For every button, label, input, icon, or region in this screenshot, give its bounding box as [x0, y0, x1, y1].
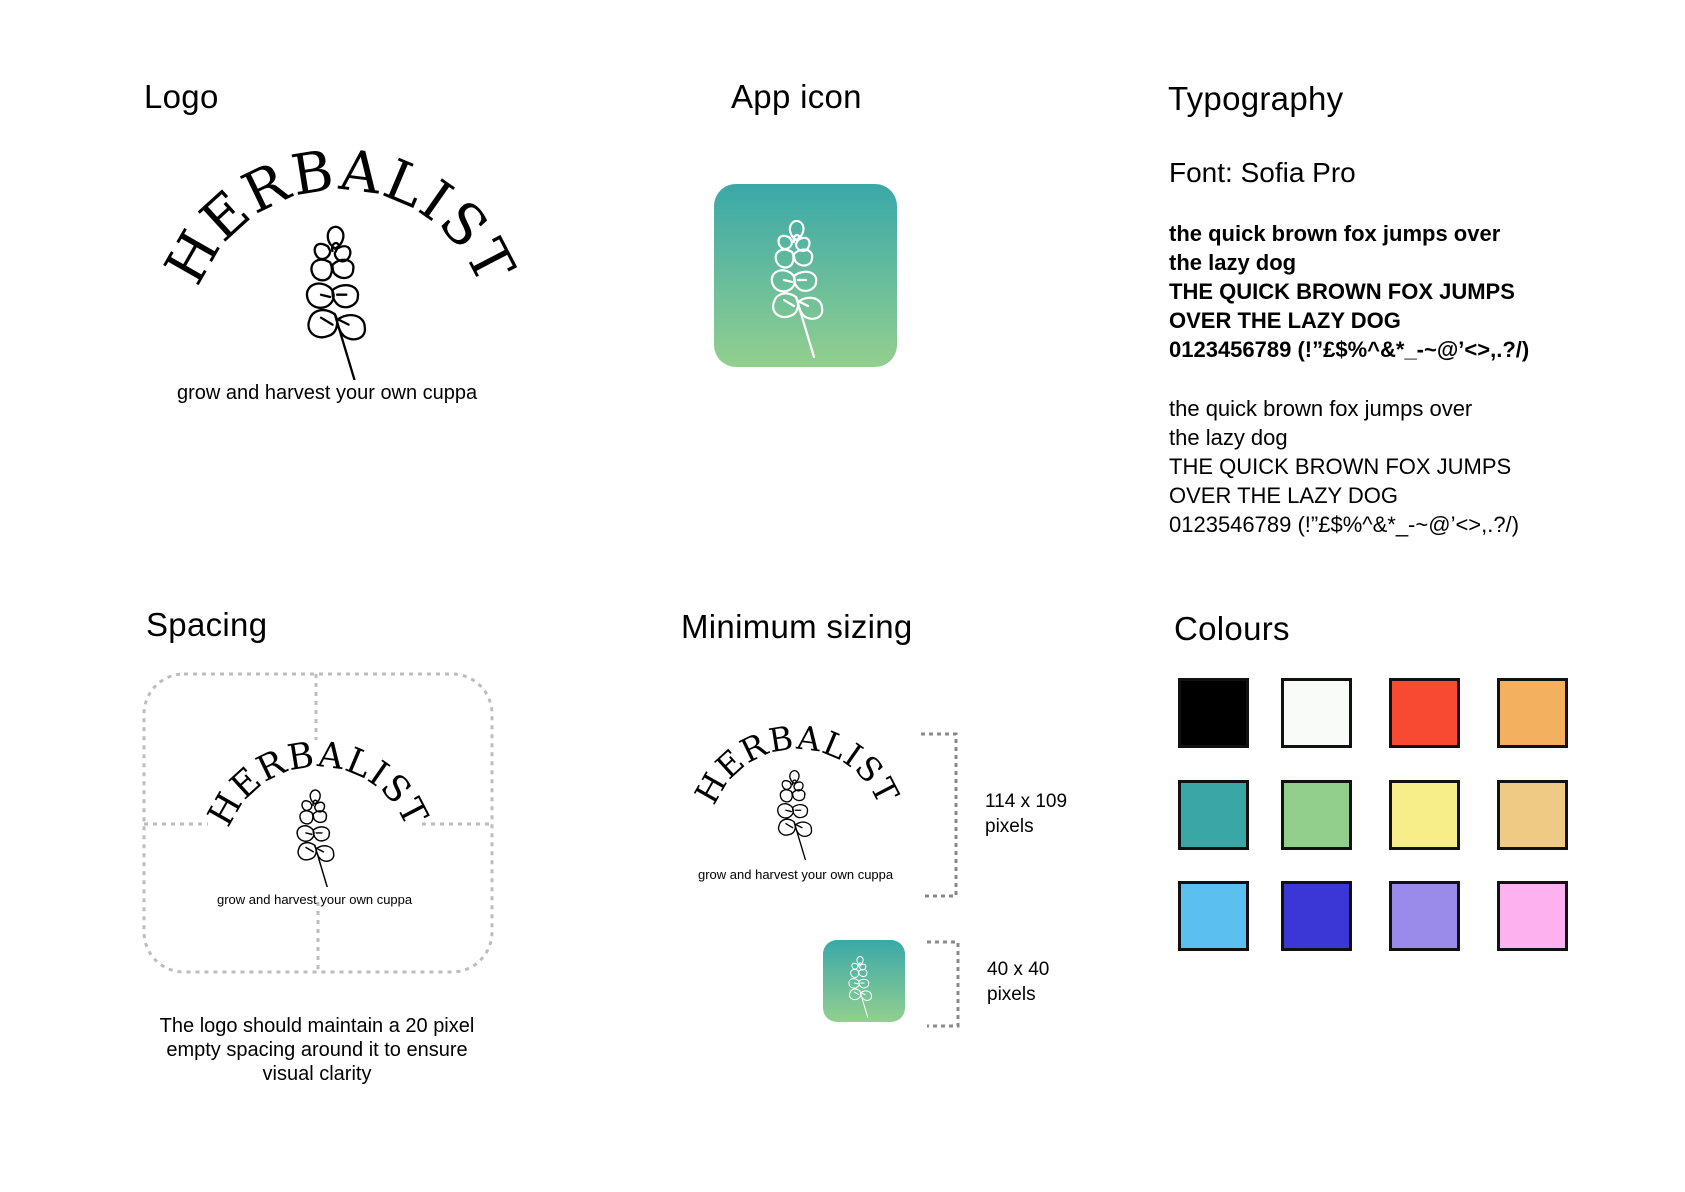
- app-icon-minimum: [823, 940, 905, 1022]
- bold-sample-line: the quick brown fox jumps over: [1169, 221, 1501, 246]
- app-icon: [714, 184, 897, 367]
- bold-sample-line: the lazy dog: [1169, 250, 1297, 275]
- regular-sample-block: [1169, 394, 1519, 539]
- regular-sample-line: the quick brown fox jumps over: [1169, 396, 1473, 421]
- herb-sprig-icon: [823, 940, 905, 1022]
- colour-swatch: [1281, 881, 1352, 951]
- logo-tagline: grow and harvest your own cuppa: [217, 892, 413, 907]
- spacing-note: The logo should maintain a 20 pixel empty spacing around it to ensure visual clarity: [159, 1015, 475, 1085]
- bold-sample-block: [1169, 219, 1529, 364]
- colour-swatch: [1178, 780, 1249, 850]
- logo-dimension-bracket: [918, 730, 962, 900]
- logo-dimension-label: [985, 789, 1067, 839]
- icon-dimension-label: [987, 957, 1049, 1007]
- herb-sprig-icon: [307, 227, 365, 380]
- icon-dimension-value: 40 x 40: [987, 959, 1050, 980]
- regular-sample-line: THE QUICK BROWN FOX JUMPS: [1169, 454, 1512, 479]
- icon-dimension-bracket: [924, 938, 964, 1030]
- colour-swatch: [1178, 678, 1249, 748]
- bold-sample-line: THE QUICK BROWN FOX JUMPS: [1169, 279, 1515, 304]
- font-name-label: Font: Sofia Pro: [1169, 157, 1356, 188]
- logo-tagline: grow and harvest your own cuppa: [177, 382, 478, 404]
- herbalist-logo: [150, 140, 530, 380]
- herbalist-wordmark: HERBALIST: [199, 735, 437, 834]
- icon-dimension-unit: pixels: [987, 984, 1036, 1005]
- herbalist-logo: [198, 735, 438, 887]
- colour-swatch: [1497, 678, 1568, 748]
- herb-sprig-icon: [297, 790, 334, 887]
- regular-sample-line: the lazy dog: [1169, 425, 1288, 450]
- colours-section-heading: Colours: [1174, 610, 1290, 647]
- logo-dimension-value: 114 x 109: [985, 791, 1068, 812]
- logo-dimension-unit: pixels: [985, 816, 1034, 837]
- bold-sample-line: 0123456789 (!”£$%^&*_-~@’<>,.?/): [1169, 337, 1530, 362]
- spacing-section-heading: Spacing: [146, 606, 268, 643]
- colour-swatch: [1281, 780, 1352, 850]
- minimum-sizing-section-heading: Minimum sizing: [681, 608, 913, 645]
- bold-sample-line: OVER THE LAZY DOG: [1169, 308, 1401, 333]
- colour-swatch: [1389, 881, 1460, 951]
- herbalist-wordmark: HERBALIST: [687, 720, 907, 811]
- colour-swatch: [1281, 678, 1352, 748]
- herbalist-logo-minimum: [686, 720, 908, 860]
- colour-swatch: [1497, 780, 1568, 850]
- colour-swatch: [1389, 780, 1460, 850]
- colour-swatch: [1178, 881, 1249, 951]
- logo-tagline: grow and harvest your own cuppa: [698, 867, 894, 882]
- regular-sample-line: OVER THE LAZY DOG: [1169, 483, 1399, 508]
- herb-sprig-icon: [714, 184, 897, 367]
- herbalist-wordmark: HERBALIST: [152, 140, 528, 295]
- typography-section-heading: Typography: [1168, 80, 1344, 117]
- app-icon-section-heading: App icon: [731, 78, 862, 115]
- herb-sprig-icon: [778, 771, 812, 860]
- colour-swatch: [1389, 678, 1460, 748]
- regular-sample-line: 0123546789 (!”£$%^&*_-~@’<>,.?/): [1169, 512, 1520, 537]
- colour-swatch: [1497, 881, 1568, 951]
- logo-section-heading: Logo: [144, 78, 219, 115]
